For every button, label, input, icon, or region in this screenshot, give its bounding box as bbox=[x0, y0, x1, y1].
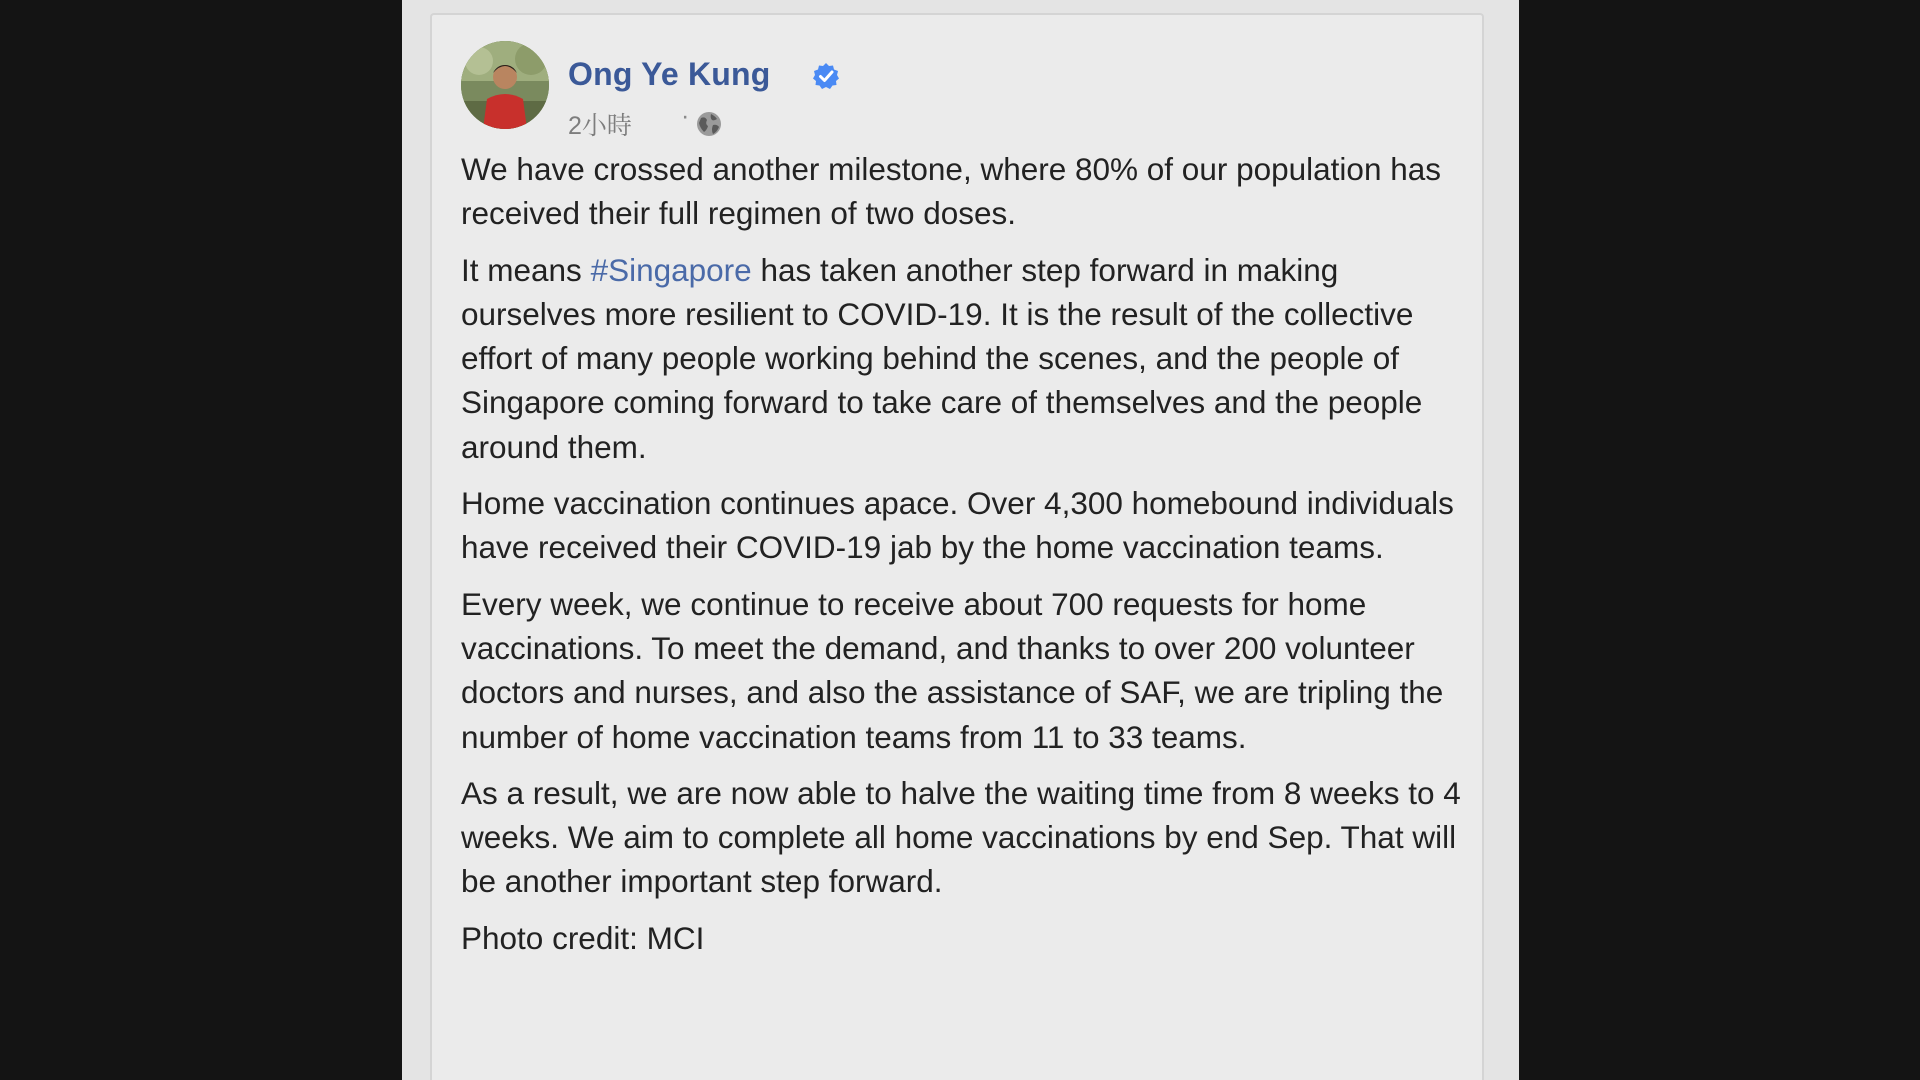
hashtag-singapore-link[interactable]: #Singapore bbox=[590, 251, 752, 288]
post-message bbox=[461, 147, 1471, 972]
paragraph-2-end: has taken another step forward in making ourselves more resilient to COVID-19. It is the result of the collective effort of many people working behind the scenes, and the people of Singapore coming forward to take care of themselves and the people around them. bbox=[461, 251, 1423, 465]
post-paragraph-5: As a result, we are now able to halve the waiting time from 8 weeks to 4 weeks. We aim to complete all home vaccinations by end Sep. That will be another important step forward. bbox=[461, 774, 1461, 900]
author-name-link[interactable]: Ong Ye Kung bbox=[568, 56, 771, 92]
paragraph-2-start: It means bbox=[461, 251, 591, 288]
verified-badge-icon bbox=[812, 62, 840, 90]
photo-credit: Photo credit: MCI bbox=[461, 919, 705, 956]
avatar[interactable] bbox=[461, 41, 549, 129]
post-timestamp-link[interactable]: 2小時 bbox=[568, 112, 632, 140]
meta-separator: · bbox=[681, 102, 690, 130]
post-paragraph-4: Every week, we continue to receive about 700 requests for home vaccinations. To meet the demand, and thanks to over 200 volunteer doctors and nurses, and also the assistance of SAF, we are tripling the number of home vaccination teams from 11 to 33 teams. bbox=[461, 585, 1444, 755]
post-paragraph-1: We have crossed another milestone, where 80% of our population has received their full regimen of two doses. bbox=[461, 151, 1442, 232]
facebook-post-card bbox=[430, 13, 1484, 1080]
globe-icon[interactable] bbox=[695, 110, 723, 138]
post-paragraph-3: Home vaccination continues apace. Over 4,300 homebound individuals have received their COVID-19 jab by the home vaccination teams. bbox=[461, 485, 1454, 566]
post-paragraph-2 bbox=[461, 248, 1471, 469]
